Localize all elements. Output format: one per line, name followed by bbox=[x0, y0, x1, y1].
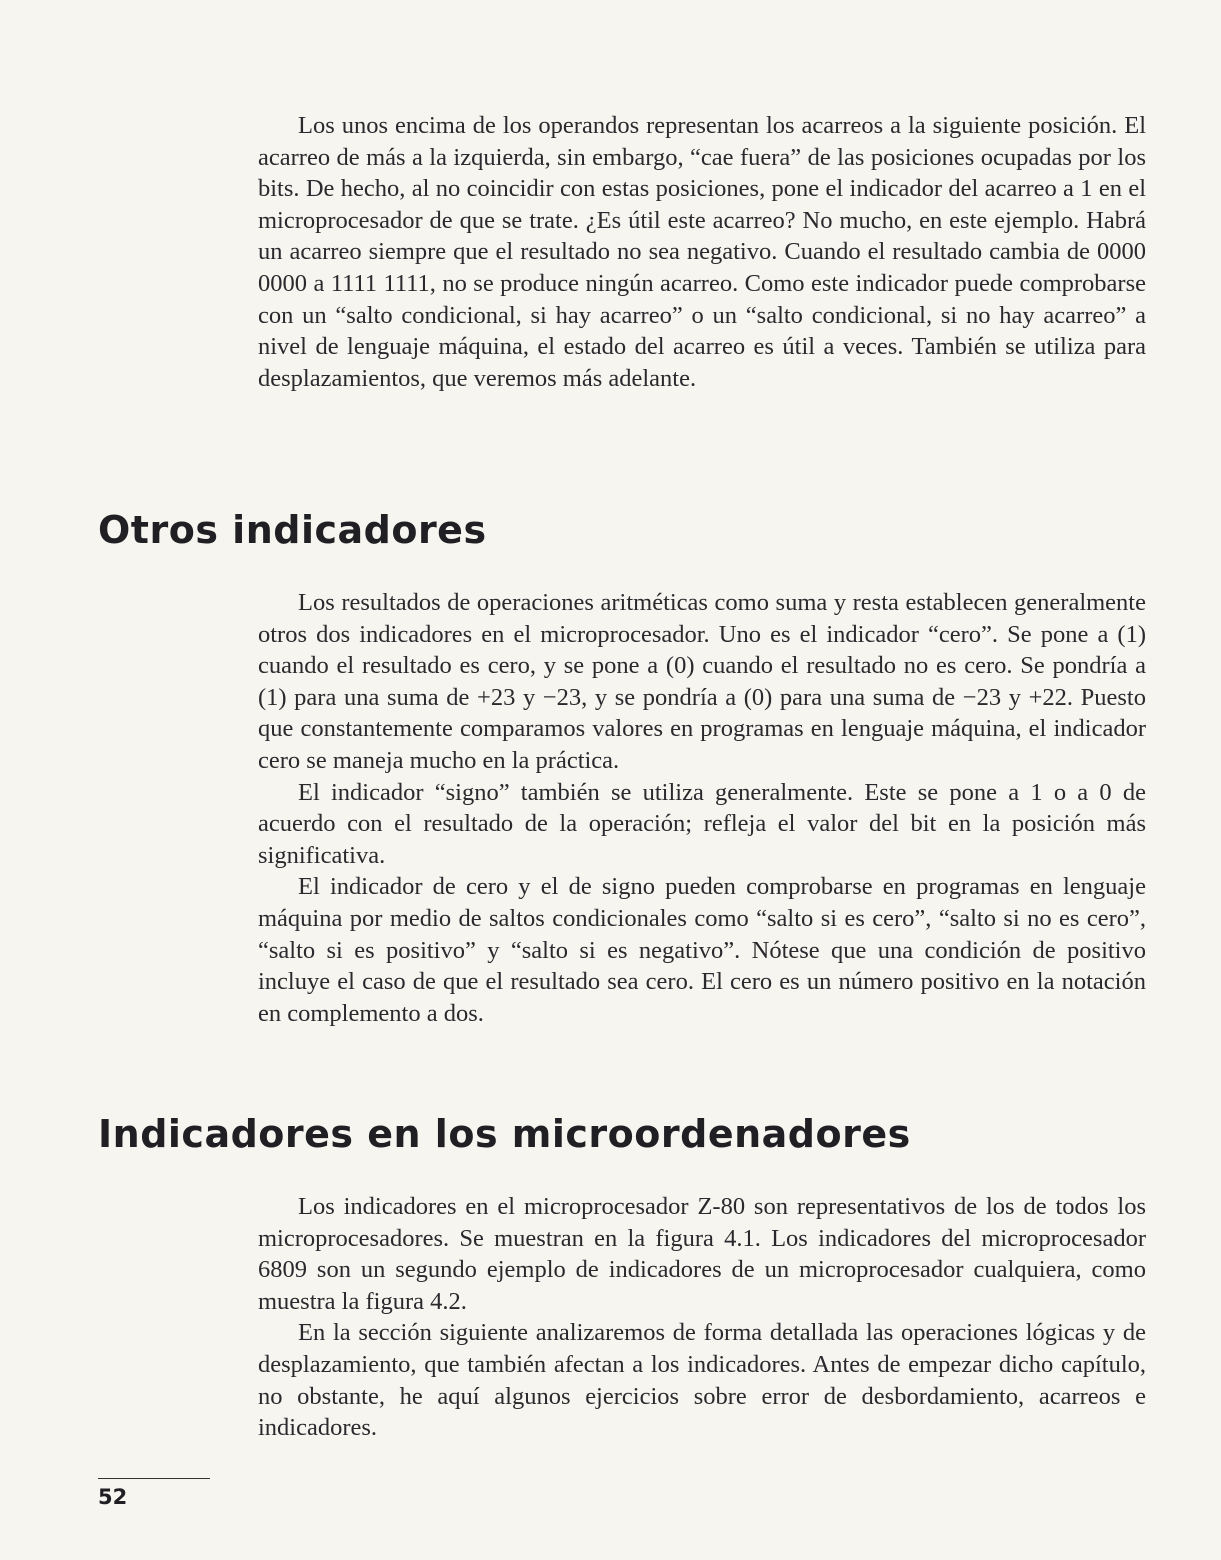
body-paragraph: En la sección siguiente analizaremos de forma detallada las operaciones lógicas y de desplazamiento, que también afectan a los indicadores. Antes de empezar dicho capítulo, no obstante, he aquí algunos ejercicios sobre error de desbordamiento, acarreos e indicadores. bbox=[258, 1319, 1146, 1442]
otros-indicadores-text-block bbox=[258, 587, 1146, 1029]
body-paragraph: Los indicadores en el microprocesador Z-80 son representativos de los de todos los microprocesadores. Se muestran en la figura 4.1. Los indicadores del microprocesador 6809 son un segundo ejemplo de indicadores de un microprocesador cualquiera, como muestra la figura 4.2. bbox=[258, 1193, 1146, 1315]
body-paragraph: El indicador de cero y el de signo pueden comprobarse en programas en lenguaje máquina por medio de saltos condicionales como “salto si es cero”, “salto si no es cero”, “salto si es positivo” y “salto si es negativo”. Nótese que una condición de positivo incluye el caso de que el resultado sea cero. El cero es un número positivo en la notación en complemento a dos. bbox=[258, 873, 1146, 1027]
page-number: 52 bbox=[98, 1485, 128, 1509]
body-paragraph: Los resultados de operaciones aritméticas como suma y resta establecen generalmente otros dos indicadores en el microprocesador. Uno es el indicador “cero”. Se pone a (1) cuando el resultado es cero, y se pone a (0) cuando el resultado no es cero. Se pondría a (1) para una suma de +23 y −23, y se pondría a (0) para una suma de −23 y +22. Puesto que constantemente comparamos valores en programas en lenguaje máquina, el indicador cero se maneja mucho en la práctica. bbox=[258, 589, 1146, 774]
section-heading-otros-indicadores: Otros indicadores bbox=[98, 508, 487, 552]
section-heading-indicadores-microordenadores: Indicadores en los microordenadores bbox=[98, 1112, 911, 1156]
body-paragraph: El indicador “signo” también se utiliza generalmente. Este se pone a 1 o a 0 de acuerdo con el resultado de la operación; refleja el valor del bit en la posición más significativa. bbox=[258, 778, 1146, 869]
microordenadores-text-block bbox=[258, 1191, 1146, 1444]
intro-text-block bbox=[258, 110, 1146, 394]
footer-rule bbox=[98, 1478, 210, 1479]
body-paragraph: Los unos encima de los operandos representan los acarreos a la siguiente posición. El acarreo de más a la izquierda, sin embargo, “cae fuera” de las posiciones ocupadas por los bits. De hecho, al no coincidir con estas posiciones, pone el indicador del acarreo a 1 en el microprocesador de que se trate. ¿Es útil este acarreo? No mucho, en este ejemplo. Habrá un acarreo siempre que el resultado no sea negativo. Cuando el resultado cambia de 0000 0000 a 1111 1111, no se produce ningún acarreo. Como este indicador puede comprobarse con un “salto condicional, si hay acarreo” o un “salto condicional, si no hay acarreo” a nivel de lenguaje máquina, el estado del acarreo es útil a veces. También se utiliza para desplazamientos, que veremos más adelante. bbox=[258, 112, 1146, 392]
